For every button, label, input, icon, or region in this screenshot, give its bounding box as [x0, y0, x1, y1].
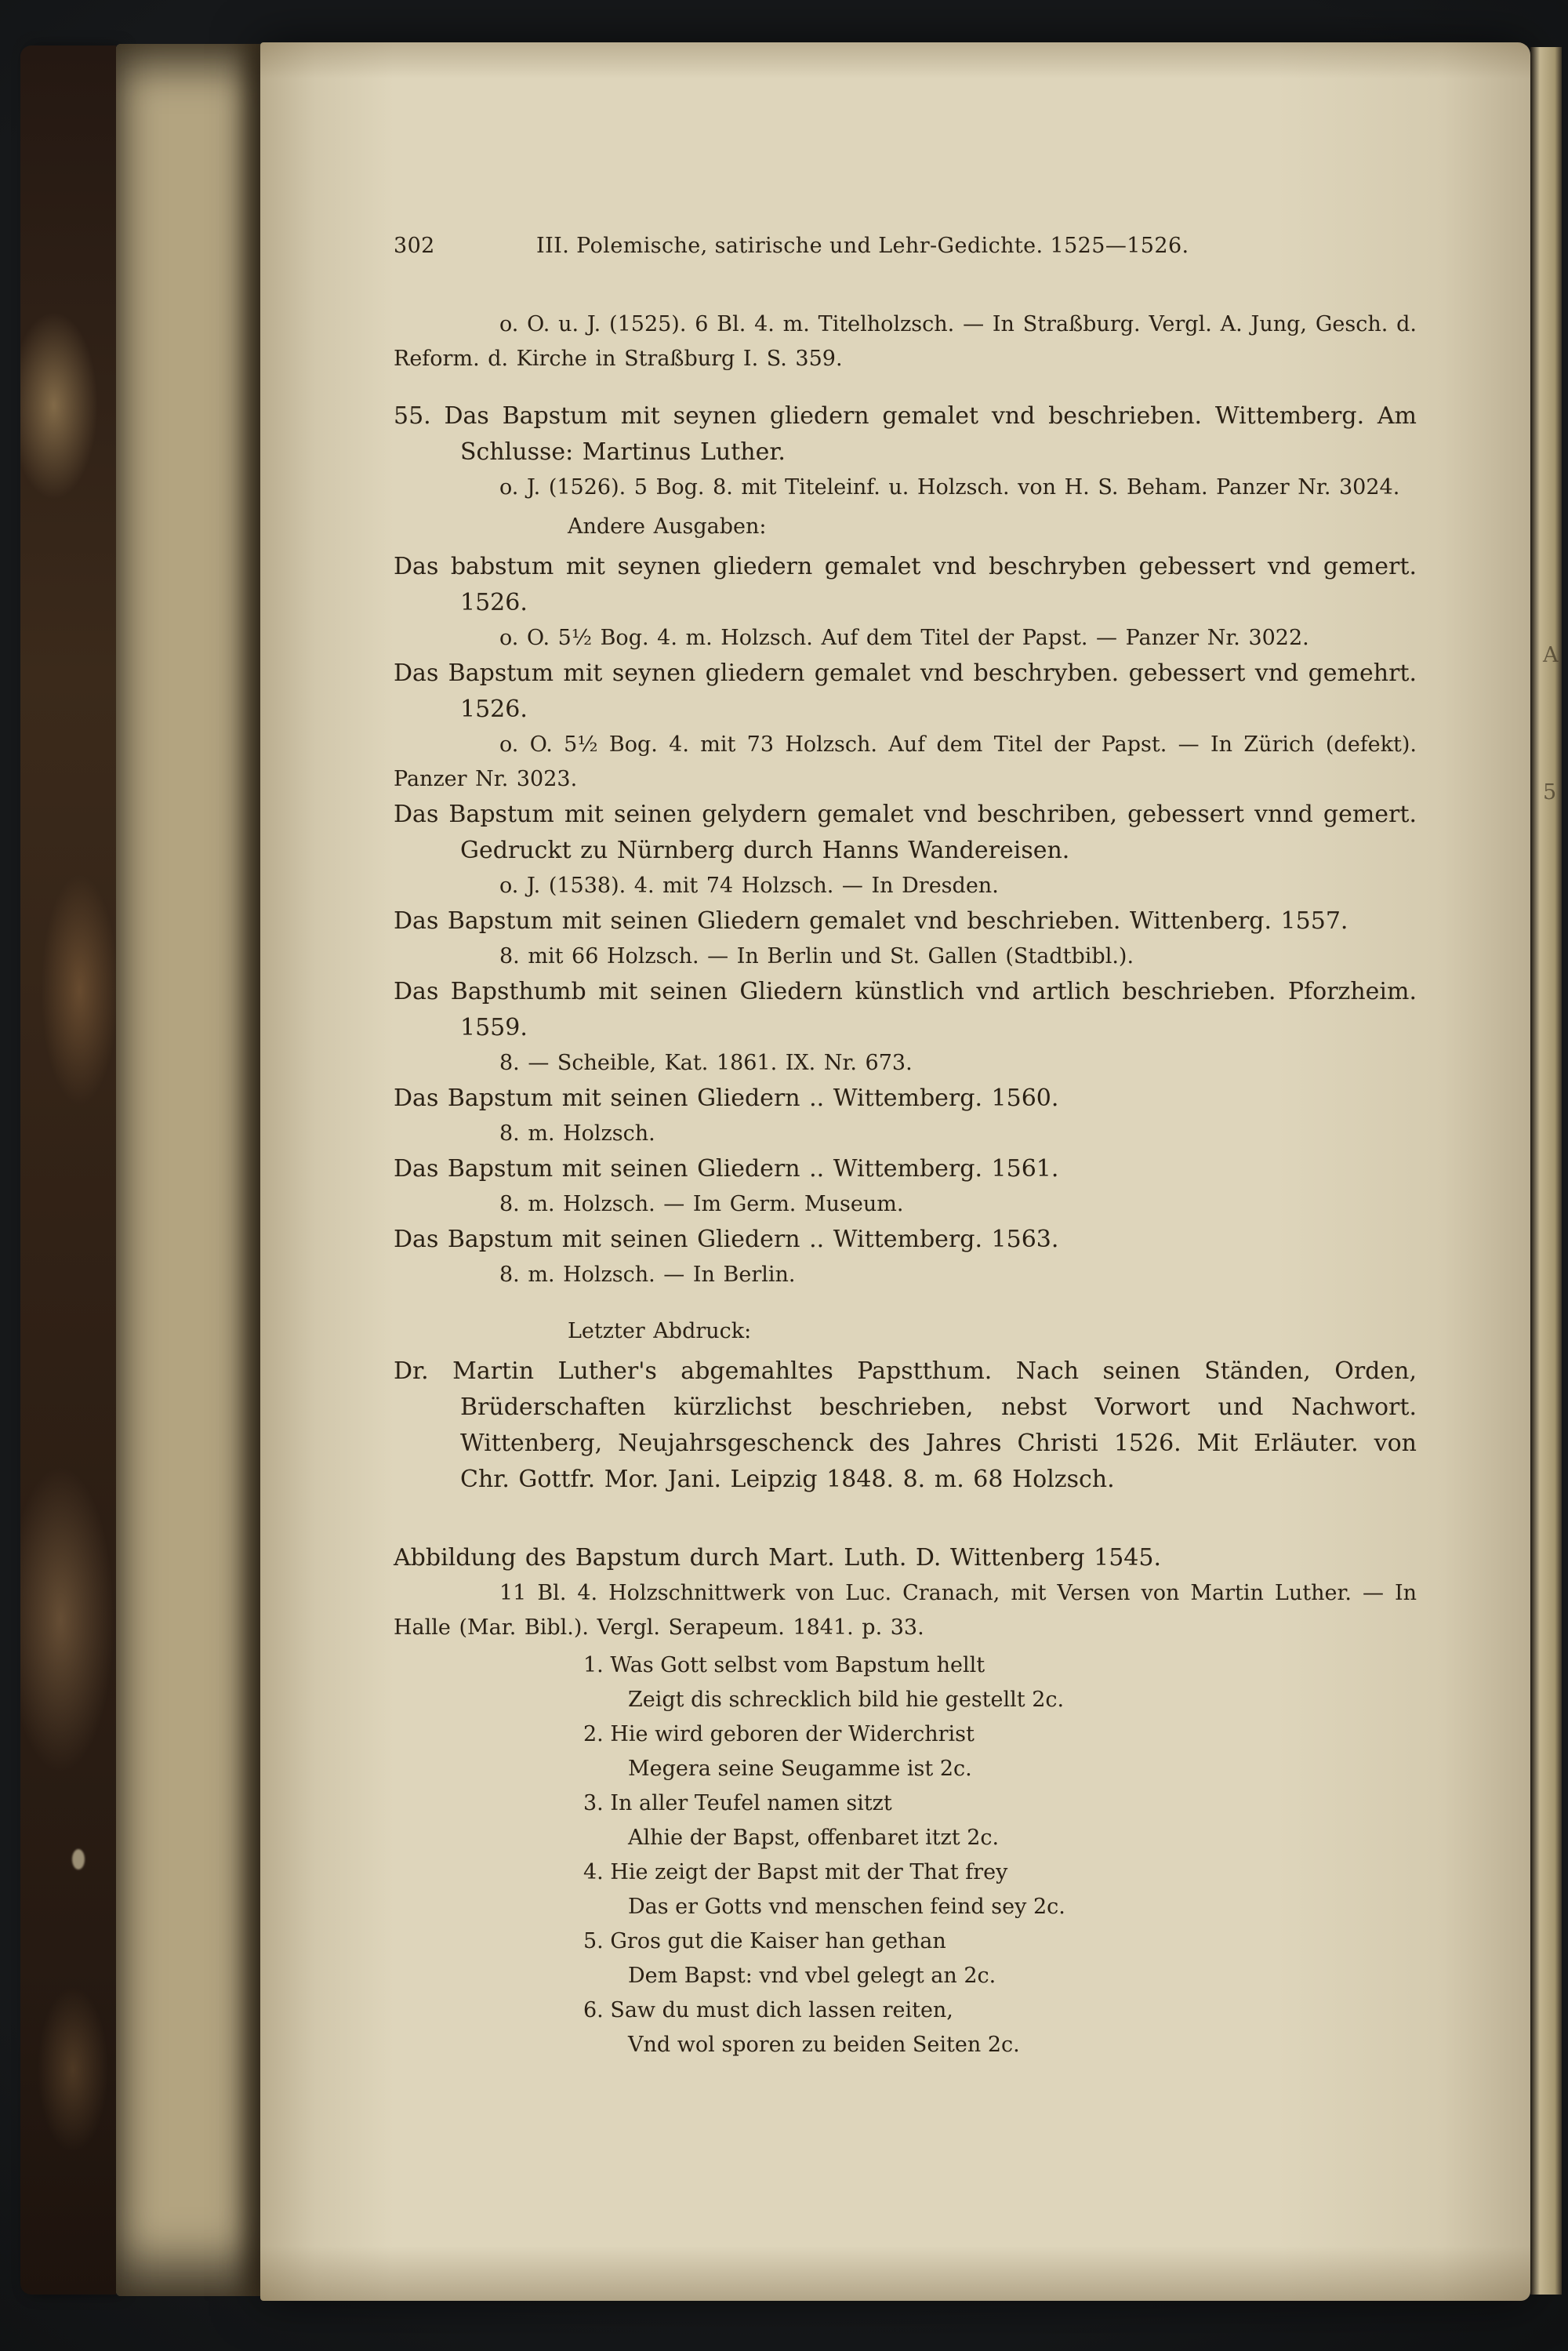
paragraph-entry: 55. Das Bapstum mit seynen gliedern gemalet vnd beschrieben. Wittemberg. Am Schlusse: Martinus Luther. — [394, 402, 1417, 466]
paragraph-note: 8. mit 66 Holzsch. — In Berlin und St. Gallen (Stadtbibl.). — [499, 944, 1134, 968]
verse-line: Vnd wol sporen zu beiden Seiten 2c. — [628, 2033, 1020, 2057]
verse-item — [583, 1717, 1417, 1786]
book-page — [260, 42, 1530, 2301]
paragraph-note: 8. m. Holzsch. — In Berlin. — [499, 1263, 796, 1287]
text-block — [394, 307, 1417, 1645]
verse-line: 5. Gros gut die Kaiser han gethan — [583, 1929, 946, 1953]
verse-item — [583, 1786, 1417, 1855]
page-edges — [116, 44, 262, 2296]
cut-off-text-fragment: 5 — [1543, 780, 1557, 805]
verse-line: Megera seine Seugamme ist 2c. — [628, 1757, 972, 1781]
paragraph-note: o. J. (1526). 5 Bog. 8. mit Titeleinf. u. Holzsch. von H. S. Beham. Panzer Nr. 3024. — [499, 475, 1400, 500]
paragraph-entry: Das babstum mit seynen gliedern gemalet vnd beschryben gebessert vnd gemert. 1526. — [394, 553, 1417, 616]
paragraph-entry: Das Bapstum mit seinen gelydern gemalet vnd beschriben, gebessert vnnd gemert. Gedruckt zu Nürnberg durch Hanns Wandereisen. — [394, 801, 1417, 864]
paragraph-note: o. O. 5½ Bog. 4. mit 73 Holzsch. Auf dem Titel der Papst. — In Zürich (defekt). Panzer Nr. 3023. — [394, 732, 1417, 791]
verse-line: 2. Hie wird geboren der Widerchrist — [583, 1722, 975, 1746]
verse-line: Das er Gotts vnd menschen feind sey 2c. — [628, 1895, 1065, 1919]
paragraph-note: o. O. 5½ Bog. 4. m. Holzsch. Auf dem Titel der Papst. — Panzer Nr. 3022. — [499, 626, 1309, 650]
verse-line: Zeigt dis schrecklich bild hie gestellt 2c. — [628, 1688, 1065, 1712]
paragraph-entry: Das Bapstum mit seynen gliedern gemalet vnd beschryben. gebessert vnd gemehrt. 1526. — [394, 660, 1417, 723]
paragraph-entry: Das Bapsthumb mit seinen Gliedern künstlich vnd artlich beschrieben. Pforzheim. 1559. — [394, 978, 1417, 1041]
cover-detail — [72, 1849, 85, 1870]
paragraph-entry: Das Bapstum mit seinen Gliedern .. Wittemberg. 1560. — [394, 1085, 1059, 1112]
verse-line: Alhie der Bapst, offenbaret itzt 2c. — [628, 1826, 1000, 1850]
verse-block — [394, 1648, 1417, 2062]
paragraph-note: 8. m. Holzsch. — [499, 1121, 655, 1146]
chapter-title: III. Polemische, satirische und Lehr-Gedichte. 1525—1526. — [536, 234, 1189, 258]
running-head — [394, 234, 1417, 258]
paragraph-entry: Das Bapstum mit seinen Gliedern gemalet vnd beschrieben. Wittenberg. 1557. — [394, 907, 1348, 935]
verse-line: 1. Was Gott selbst vom Bapstum hellt — [583, 1653, 985, 1677]
cut-off-text-fragment: A — [1543, 643, 1559, 667]
verse-line: 6. Saw du must dich lassen reiten, — [583, 1998, 953, 2022]
verse-line: Dem Bapst: vnd vbel gelegt an 2c. — [628, 1964, 996, 1988]
verse-item — [583, 1924, 1417, 1993]
book-cover-spine — [20, 45, 116, 2295]
verse-item — [583, 1648, 1417, 1717]
verse-item — [583, 1855, 1417, 1924]
paragraph-entry: Das Bapstum mit seinen Gliedern .. Wittemberg. 1563. — [394, 1226, 1059, 1253]
paragraph-subhead: Andere Ausgaben: — [568, 514, 767, 539]
page-number: 302 — [394, 234, 435, 258]
paragraph-note: o. J. (1538). 4. mit 74 Holzsch. — In Dresden. — [499, 874, 999, 898]
paragraph-note: 8. — Scheible, Kat. 1861. IX. Nr. 673. — [499, 1051, 913, 1075]
verse-line: 4. Hie zeigt der Bapst mit der That frey — [583, 1860, 1008, 1884]
paragraph-entry: Dr. Martin Luther's abgemahltes Papstthum. Nach seinen Ständen, Orden, Brüderschaften kürzlichst beschrieben, nebst Vorwort und Nachwort. Wittenberg, Neujahrsgeschenck des Jahres Christi 1526. Mit Erläuter. von Chr. Gottfr. Mor. Jani. Leipzig 1848. 8. m. 68 Holzsch. — [394, 1357, 1417, 1493]
paragraph-note: 8. m. Holzsch. — Im Germ. Museum. — [499, 1192, 904, 1216]
paragraph-note: 11 Bl. 4. Holzschnittwerk von Luc. Cranach, mit Versen von Martin Luther. — In Halle (Mar. Bibl.). Vergl. Serapeum. 1841. p. 33. — [394, 1581, 1417, 1640]
text-column — [394, 307, 1417, 2062]
facing-page-sliver — [1530, 47, 1562, 2295]
paragraph-note: o. O. u. J. (1525). 6 Bl. 4. m. Titelholzsch. — In Straßburg. Vergl. A. Jung, Gesch. d. Reform. d. Kirche in Straßburg I. S. 359. — [394, 312, 1417, 371]
paragraph-subhead: Letzter Abdruck: — [568, 1319, 752, 1343]
paragraph-entry: Abbildung des Bapstum durch Mart. Luth. D. Wittenberg 1545. — [394, 1544, 1161, 1572]
paragraph-entry: Das Bapstum mit seinen Gliedern .. Wittemberg. 1561. — [394, 1155, 1059, 1183]
verse-item — [583, 1993, 1417, 2062]
verse-line: 3. In aller Teufel namen sitzt — [583, 1791, 892, 1815]
